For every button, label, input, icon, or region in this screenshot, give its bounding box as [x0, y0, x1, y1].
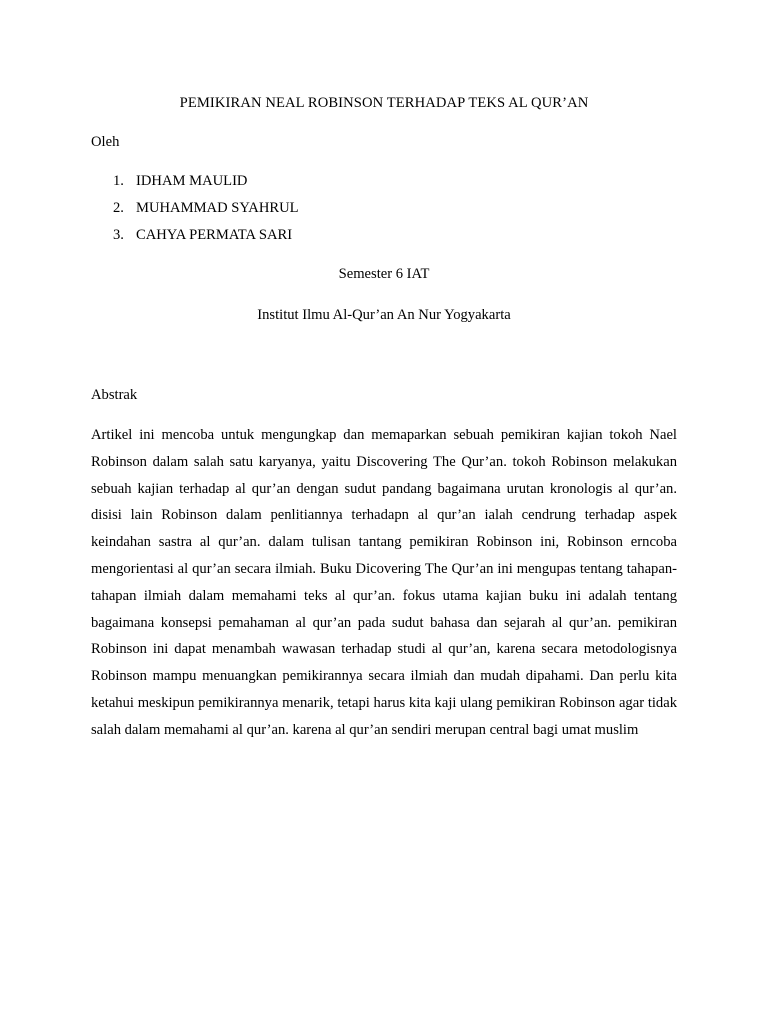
- byline-label: Oleh: [91, 134, 120, 150]
- author-number: 3.: [113, 227, 124, 243]
- author-name: MUHAMMAD SYAHRUL: [136, 200, 299, 216]
- document-title: PEMIKIRAN NEAL ROBINSON TERHADAP TEKS AL QUR’AN: [179, 95, 589, 111]
- author-list: [0, 171, 768, 252]
- author-name: IDHAM MAULID: [136, 173, 248, 189]
- author-item: [0, 171, 768, 198]
- institution-line: Institut Ilmu Al-Qur’an An Nur Yogyakarta: [257, 307, 511, 323]
- author-item: [0, 225, 768, 252]
- author-item: [0, 198, 768, 225]
- author-name: CAHYA PERMATA SARI: [136, 227, 293, 243]
- semester-line: Semester 6 IAT: [338, 266, 430, 282]
- author-number: 1.: [113, 173, 124, 189]
- author-number: 2.: [113, 200, 124, 216]
- abstract-paragraph: Artikel ini mencoba untuk mengungkap dan memaparkan sebuah pemikiran kajian tokoh Nael Robinson dalam salah satu karyanya, yaitu Discovering The Qur’an. tokoh Robinson melakukan sebuah kajian terhadap al qur’an dengan sudut pandang bagaimana urutan kronologis al qur’an. disisi lain Robinson dalam penlitiannya terhadapn al qur’an ialah cendrung terhadap aspek keindahan sastra al qur’an. dalam tulisan tantang pemikiran Robinson ini, Robinson erncoba mengorientasi al qur’an secara ilmiah. Buku Dicovering The Qur’an ini mengupas tentang tahapan-tahapan ilmiah dalam memahami teks al qur’an. fokus utama kajian buku ini adalah tentang bagaimana konsepsi pemahaman al qur’an pada sudut bahasa dan sejarah al qur’an. pemikiran Robinson ini dapat menambah wawasan terhadap studi al qur’an, karena secara metodologisnya Robinson mampu menuangkan pemikirannya secara ilmiah dan mudah dipahami. Dan perlu kita ketahui meskipun pemikirannya menarik, tetapi harus kita kaji ulang pemikiran Robinson agar tidak salah dalam memahami al qur’an. karena al qur’an sendiri merupan central bagi umat muslim: [91, 427, 677, 738]
- abstract-heading: Abstrak: [91, 387, 138, 403]
